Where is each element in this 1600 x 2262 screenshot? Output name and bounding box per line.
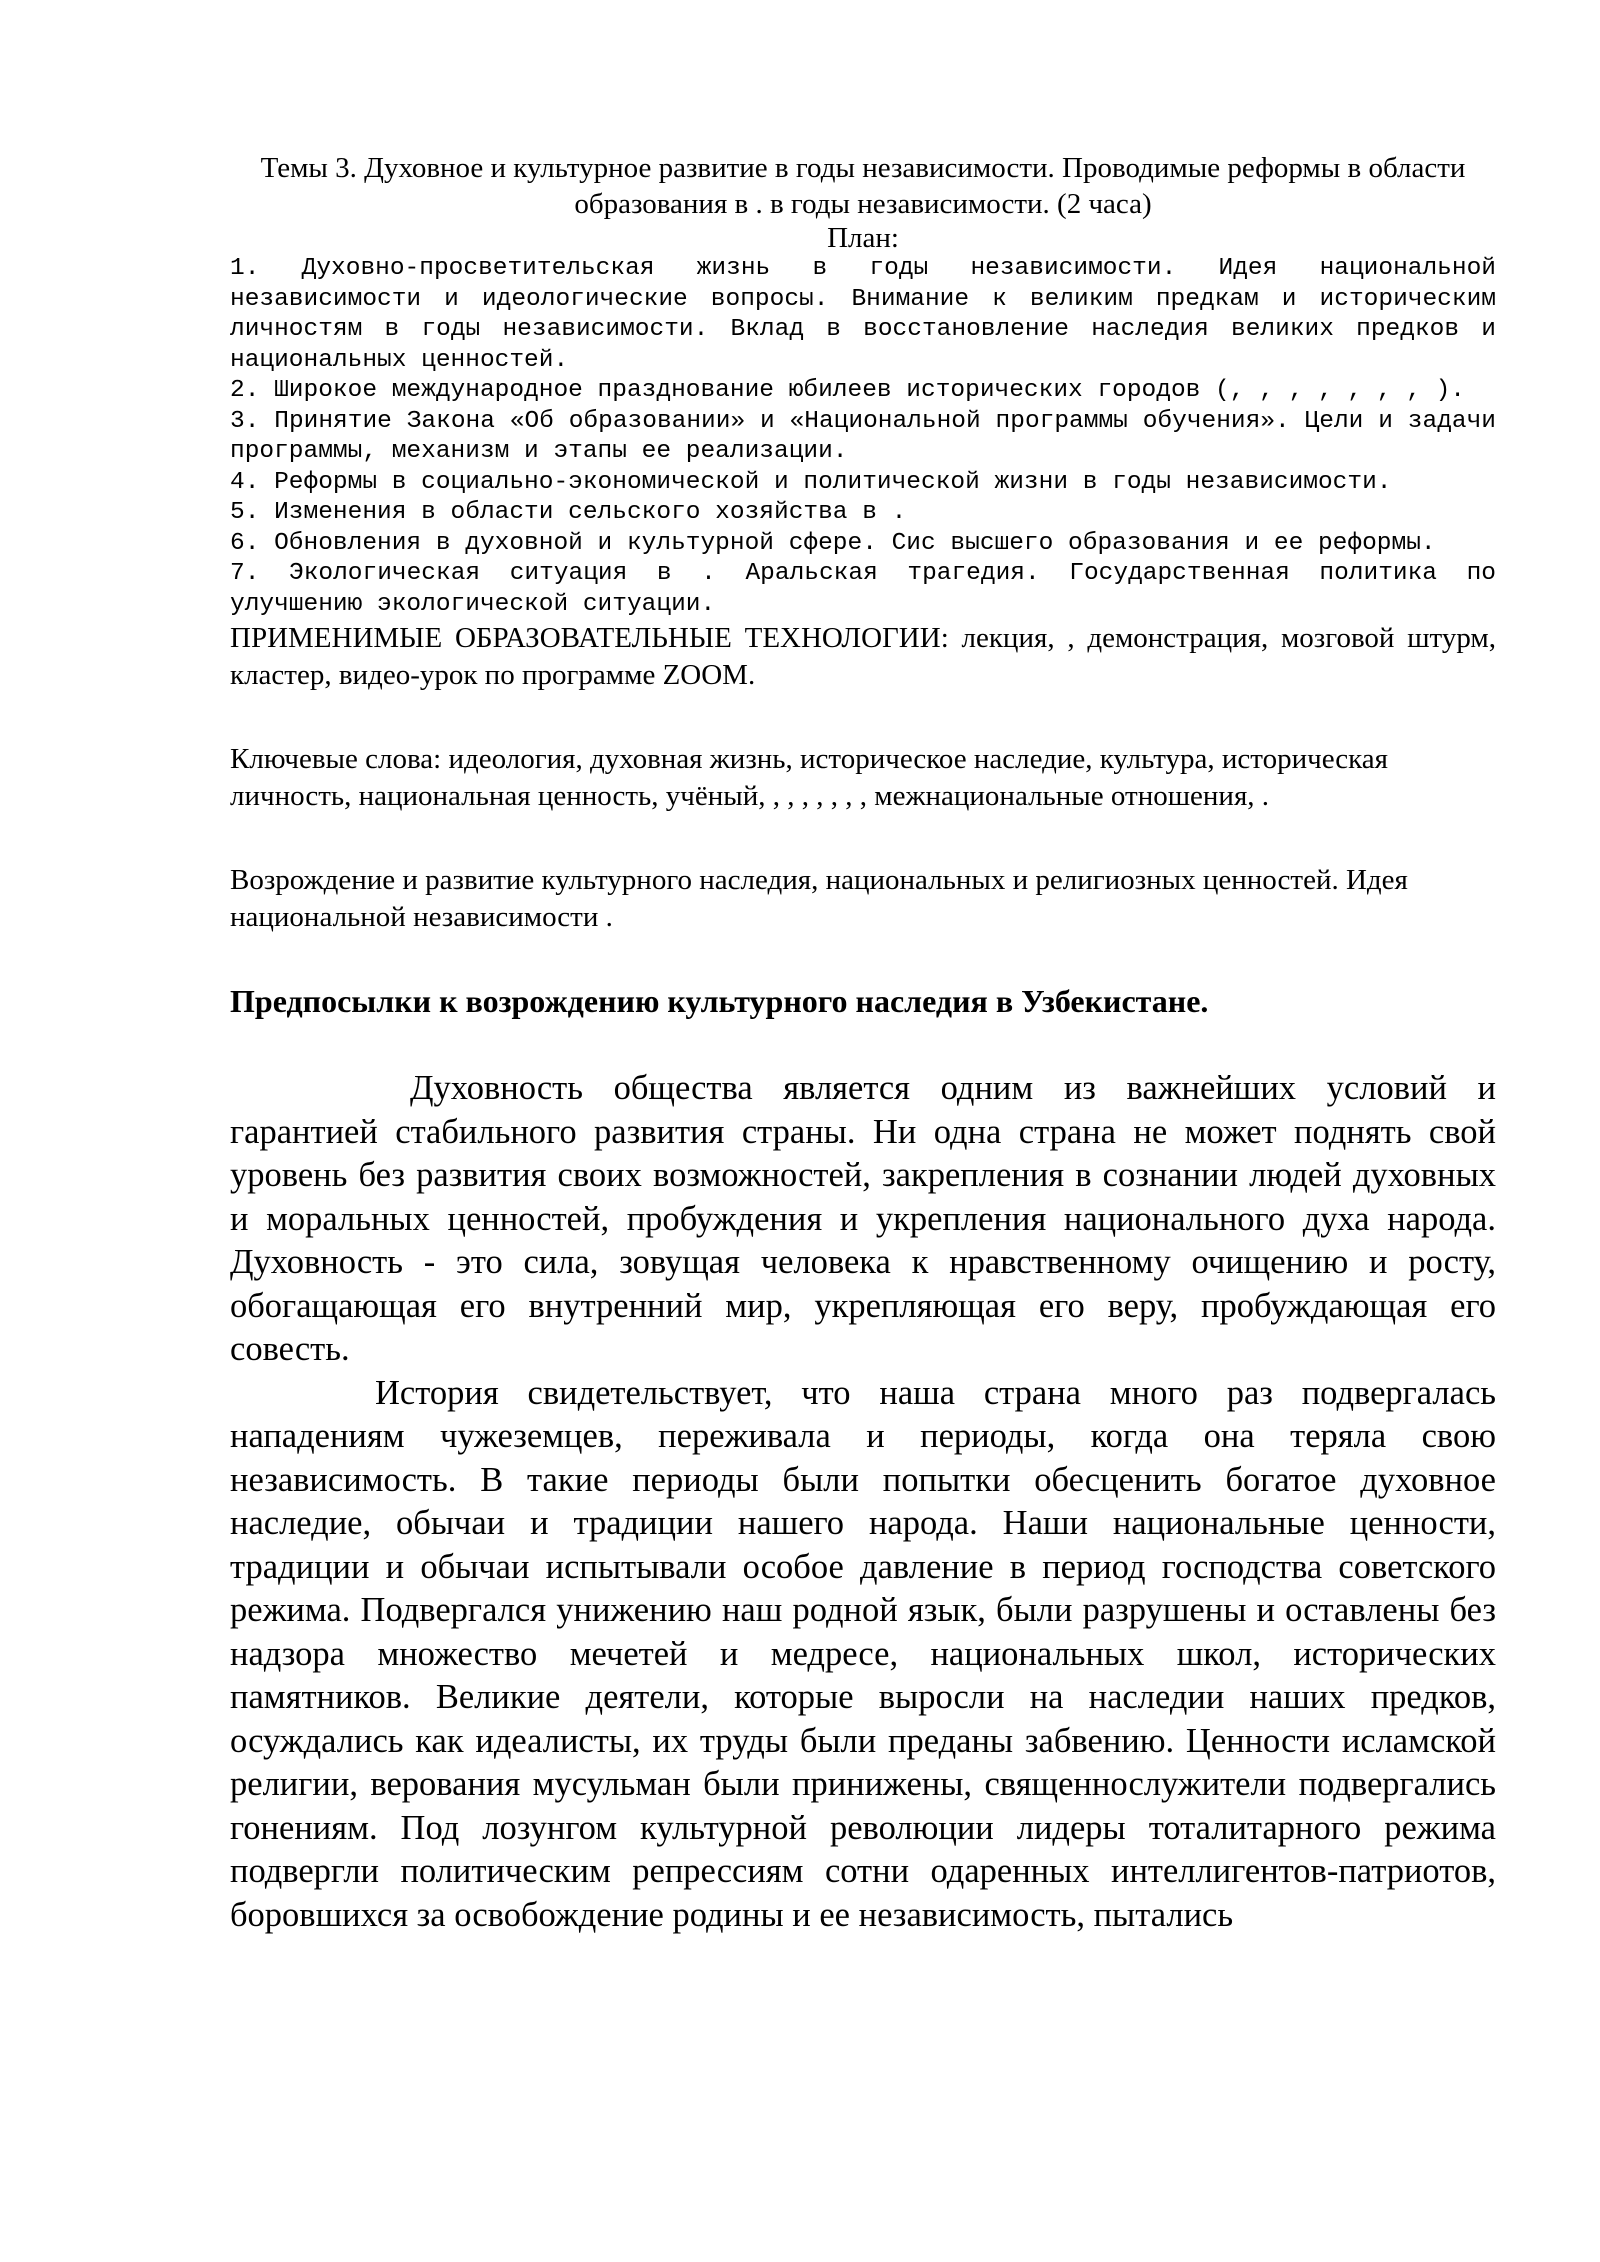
plan-item: 6. Обновления в духовной и культурной сфере. Сис высшего образования и ее реформы. xyxy=(230,529,1436,557)
plan-item: 7. Экологическая ситуация в . Аральская трагедия. Государственная политика по улучшению экологической ситуации. xyxy=(230,560,1496,618)
section-heading: Предпосылки к возрождению культурного наследия в Узбекистане. xyxy=(230,983,1209,1019)
keywords-paragraph: Ключевые слова: идеология, духовная жизнь, историческое наследие, культура, историческая личность, национальная ценность, учёный, , , , , , , , межнациональные отношения, . xyxy=(230,743,1389,812)
document-title: Темы 3. Духовное и культурное развитие в годы независимости. Проводимые реформы в области образования в . в годы независимости. (2 часа) xyxy=(260,152,1466,220)
body-paragraph: Духовность общества является одним из важнейших условий и гарантией стабильного развития страны. Ни одна страна не может поднять свой уровень без развития своих возможностей, закрепления в сознании людей духовных и моральных ценностей, пробуждения и укрепления национального духа народа. Духовность - это сила, зовущая человека к нравственному очищению и росту, обогащающая его внутренний мир, укрепляющая его веру, пробуждающая его совесть. xyxy=(230,1069,1496,1368)
plan-item: 3. Принятие Закона «Об образовании» и «Национальной программы обучения». Цели и задачи программы, механизм и этапы ее реализации. xyxy=(230,407,1496,465)
document-page xyxy=(230,150,1496,1937)
plan-heading: План: xyxy=(827,222,899,254)
plan-item: 5. Изменения в области сельского хозяйства в . xyxy=(230,499,907,526)
plan-list xyxy=(230,254,1496,620)
technologies-paragraph: ПРИМЕНИМЫЕ ОБРАЗОВАТЕЛЬНЫЕ ТЕХНОЛОГИИ: лекция, , демонстрация, мозговой штурм, кластер, видео-урок по программе ZOOM. xyxy=(230,622,1496,691)
intro-paragraph: Возрождение и развитие культурного наследия, национальных и религиозных ценностей. Идея национальной независимости . xyxy=(230,864,1408,933)
plan-item: 4. Реформы в социально-экономической и политической жизни в годы независимости. xyxy=(230,468,1392,496)
plan-item: 1. Духовно-просветительская жизнь в годы независимости. Идея национальной независимости и идеологические вопросы. Внимание к великим предкам и историческим личностям в годы независимости. Вклад в восстановление наследия великих предков и национальных ценностей. xyxy=(230,255,1496,374)
plan-item: 2. Широкое международное празднование юбилеев исторических городов (, , , , , , , ). xyxy=(230,377,1466,404)
body-paragraph: История свидетельствует, что наша страна много раз подвергалась нападениям чужеземцев, переживала и периоды, когда она теряла свою независимость. В такие периоды были попытки обесценить богатое духовное наследие, обычаи и традиции нашего народа. Наши национальные ценности, традиции и обычаи испытывали особое давление в период господства советского режима. Подвергался унижению наш родной язык, были разрушены и оставлены без надзора множество мечетей и медресе, национальных школ, исторических памятников. Великие деятели, которые выросли на наследии наших предков, осуждались как идеалисты, их труды были преданы забвению. Ценности исламской религии, верования мусульман были принижены, священнослужители подвергались гонениям. Под лозунгом культурной революции лидеры тоталитарного режима подвергли политическим репрессиям сотни одаренных интеллигентов-патриотов, боровшихся за освобождение родины и ее независимость, пытались xyxy=(230,1373,1496,1934)
